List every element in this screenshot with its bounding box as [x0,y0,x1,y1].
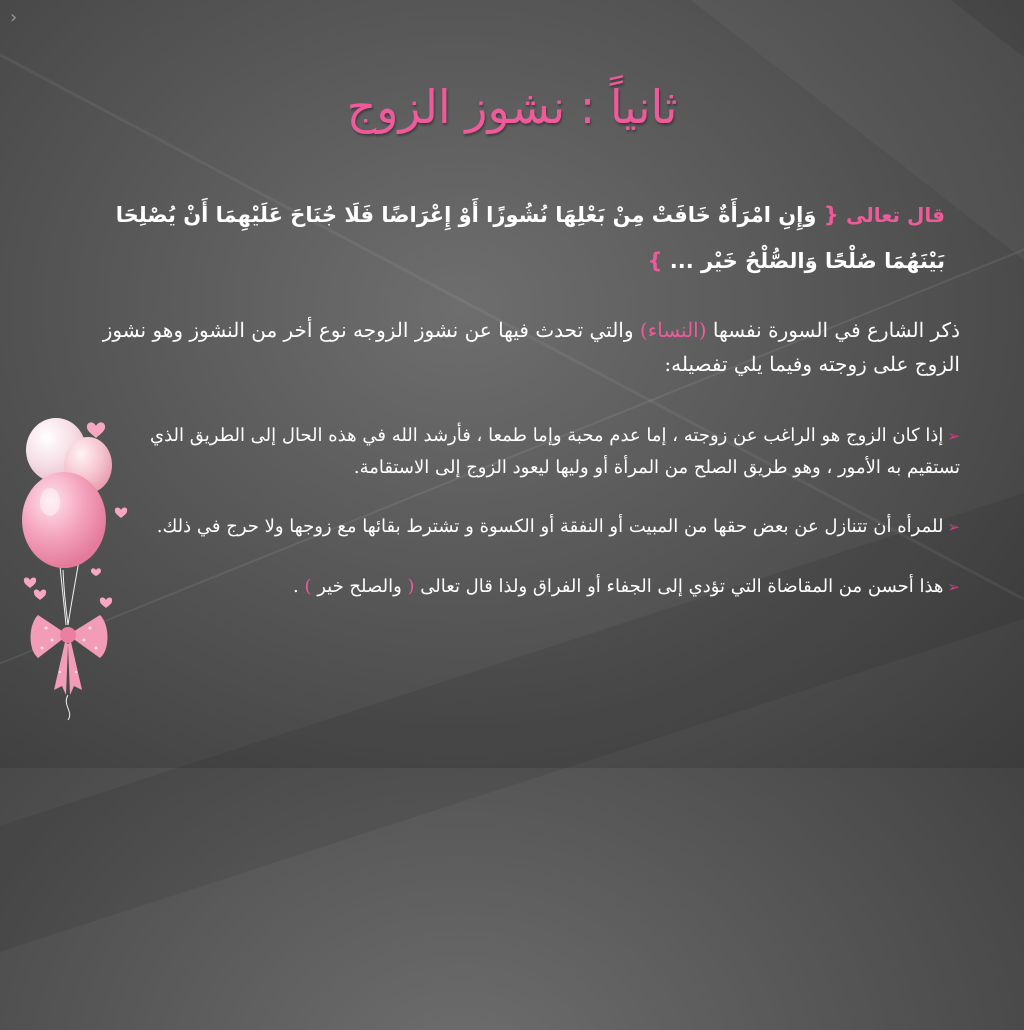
heart-icon [24,577,36,588]
slide-title: ثانياً : نشوز الزوج [346,80,678,134]
list-item [140,420,960,483]
intro-paragraph [70,313,960,381]
verse-lead: قال تعالى [846,203,945,227]
bullet-arrow-icon: ➢ [947,518,960,536]
list-item [140,511,960,543]
bullet-text-end: . [293,576,305,597]
verse-text: وَإِنِ امْرَأَةٌ خَافَتْ مِنْ بَعْلِهَا نُشُوزًا أَوْ إِعْرَاضًا فَلَا جُنَاحَ عَلَيْهِمَا أَنْ يُصْلِحَا بَيْنَهُمَا صُلْحًا وَالصُّلْحُ خَيْر ... [115,203,945,273]
heart-icon [87,422,105,438]
bullet-text: للمرأه أن تتنازل عن بعض حقها من المبيت أو النفقة أو الكسوة و تشترط بقائها مع زوجها ولا حرج في ذلك. [156,516,944,537]
bullet-quote: والصلح خير [311,576,408,597]
heart-icon [115,507,127,518]
balloons-illustration [18,410,140,720]
bullet-arrow-icon: ➢ [947,427,960,445]
list-item [140,571,960,603]
intro-highlight: (النساء) [639,318,707,342]
bullet-paren-open: ( [407,576,415,597]
heart-icon [100,597,112,608]
intro-part2: والتي تحدث فيها عن نشوز الزوجه نوع أخر من النشوز وهو نشوز الزوج على زوجته وفيما يلي تفصيله: [102,318,960,376]
chevron-icon: › [10,7,18,28]
bullet-list [140,420,960,631]
quran-verse [70,192,945,284]
verse-open-brace: { [823,203,839,227]
balloon-pink [22,472,106,568]
heart-icon [34,589,46,600]
bullet-text: إذا كان الزوج هو الراغب عن زوجته ، إما عدم محبة وإما طمعا ، فأرشد الله في هذه الحال إلى الطريق الذي تستقيم به الأمور ، وهو طريق الصلح من المرأة أو وليها ليعود الزوج إلى الاستقامة. [150,425,960,478]
bullet-text: هذا أحسن من المقاضاة التي تؤدي إلى الجفاء أو الفراق ولذا قال تعالى [414,576,944,597]
verse-close-brace: } [647,249,663,273]
bullet-paren-close: ) [304,576,312,597]
bullet-arrow-icon: ➢ [947,578,960,596]
heart-icon [91,568,101,576]
intro-part1: ذكر الشارع في السورة نفسها [706,318,960,342]
